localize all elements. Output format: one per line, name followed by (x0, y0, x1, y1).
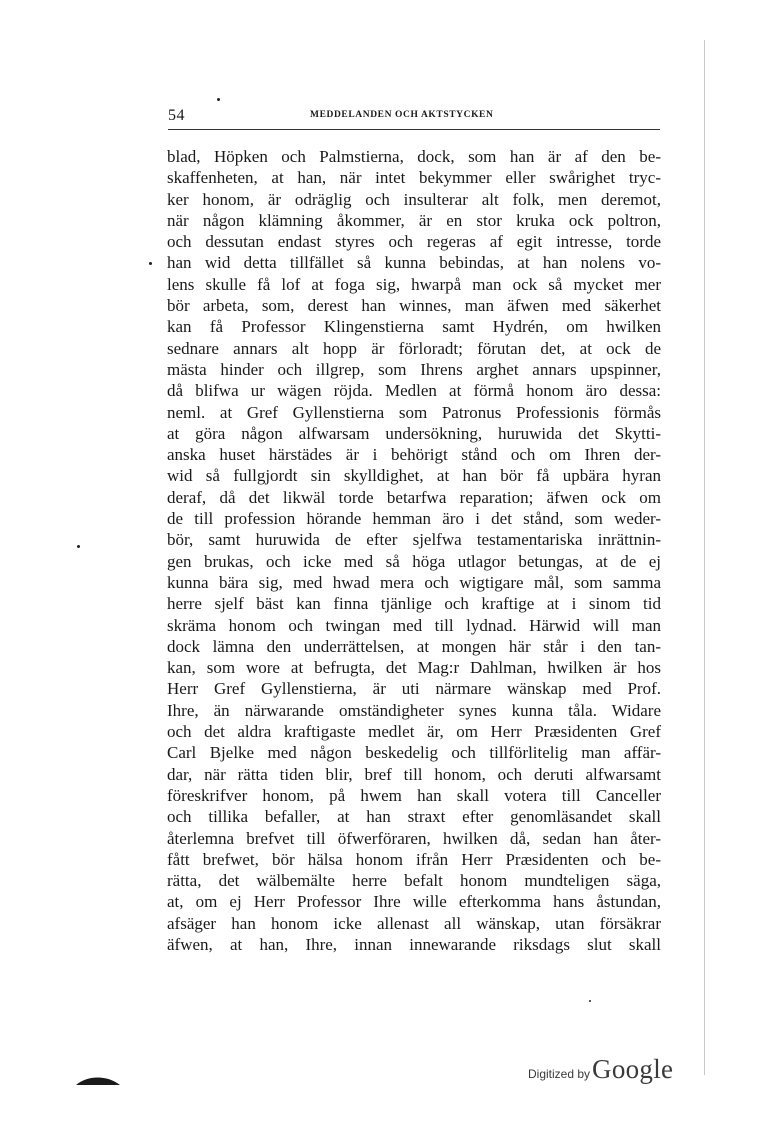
text-line: dock lämna den underrättelsen, at mongen här står i den tan- (167, 636, 661, 656)
text-line: rätta, det wälbemälte herre befalt honom mundteligen säga, (167, 871, 661, 891)
text-line: fått brefwet, bör hälsa honom ifrån Herr Præsidenten och be- (167, 849, 661, 869)
text-line: kan få Professor Klingenstierna samt Hydrén, om hwilken (167, 317, 661, 337)
body-text (167, 146, 661, 955)
text-line: deraf, då det likwäl torde betarfwa reparation; äfwen ock om (167, 487, 661, 507)
text-line: sednare annars alt hopp är förloradt; förutan det, at ock de (167, 338, 661, 358)
text-line: Carl Bjelke med någon beskedelig och tillförlitelig man affär- (167, 743, 661, 763)
running-head: MEDDELANDEN OCH AKTSTYCKEN (310, 110, 494, 120)
text-line: och dessutan endast styres och regeras af egit intresse, torde (167, 232, 661, 252)
speck-mark (77, 545, 80, 548)
text-line: han wid detta tillfället så kunna bebindas, at han nolens vo- (167, 253, 661, 273)
text-line: kunna bära sig, med hwad mera och wigtigare mål, som samma (167, 572, 661, 592)
text-line: herre sjelf bäst kan finna tjänlige och kraftige at i sinom tid (167, 594, 661, 614)
text-line: återlemna brefvet till öfwerföraren, hwilken då, sedan han åter- (167, 828, 661, 848)
text-line: ker honom, är odräglig och insulterar alt folk, men deremot, (167, 189, 661, 209)
text-line: blad, Höpken och Palmstierna, dock, som han är af den be- (167, 147, 661, 166)
text-line: äfwen, at han, Ihre, innan innewarande riksdags slut skall (167, 934, 661, 954)
speck-mark (589, 1000, 591, 1002)
text-line: skräma honom och twingan med till lydnad. Härwid will man (167, 615, 661, 635)
text-line: neml. at Gref Gyllenstierna som Patronus Professionis förmås (167, 402, 661, 422)
text-line: at göra någon alfwarsam undersökning, huruwida det Skytti- (167, 423, 661, 443)
text-line: Herr Gref Gyllenstierna, är uti närmare wänskap med Prof. (167, 679, 661, 699)
page-edge-line (704, 40, 705, 1075)
digitized-by-google (528, 1054, 673, 1090)
text-line: bör, samt huruwida de efter sjelfwa testamentariska inrättnin- (167, 530, 661, 550)
text-line: mästa hinder och illgrep, som Ihrens arghet annars upspinner, (167, 359, 661, 379)
speck-mark (217, 98, 220, 101)
text-line: de till profession hörande hemman äro i det stånd, som weder- (167, 509, 661, 529)
text-line: och det aldra kraftigaste medlet är, om Herr Præsidenten Gref (167, 722, 661, 742)
text-line: gen brukas, och icke med så höga utlagor betungas, at de ej (167, 551, 661, 571)
text-line: då blifwa ur wägen röjda. Medlen at förmå honom äro dessa: (167, 381, 661, 401)
text-line: dar, när rätta tiden blir, bref till honom, och deruti alfwarsamt (167, 764, 661, 784)
text-line: at, om ej Herr Professor Ihre wille efterkomma hans åstundan, (167, 892, 661, 912)
text-line: kan, som wore at befrugta, det Mag:r Dahlman, hwilken är hos (167, 658, 661, 678)
text-line: afsäger han honom icke allenast all wänskap, utan försäkrar (167, 913, 661, 933)
library-stamp-icon (76, 1074, 120, 1086)
google-logo: Google (592, 1054, 674, 1084)
text-line: lens skulle få lof at foga sig, hwarpå man ock så mycket mer (167, 274, 661, 294)
speck-mark (149, 262, 152, 265)
text-line: skaffenheten, at han, när intet bekymmer eller swårighet tryc- (167, 168, 661, 188)
page-number: 54 (168, 107, 185, 124)
text-line: anska huset härstädes är i behörigt stånd och om Ihren der- (167, 445, 661, 465)
text-line: och tillika befaller, at han straxt efter genomläsandet skall (167, 807, 661, 827)
digitized-by-label: Digitized by (528, 1067, 591, 1081)
text-line: föreskrifver honom, på hwem han skall votera till Canceller (167, 785, 661, 805)
text-line: när någon klämning åkommer, är en stor kruka ock poltron, (167, 210, 661, 230)
text-line: bör arbeta, som, derest han winnes, man äfwen med säkerhet (167, 296, 661, 316)
text-line: wid så fullgjordt sin skylldighet, at han bör få upbära hyran (167, 466, 661, 486)
text-line: Ihre, än närwarande omständigheter synes kunna tåla. Widare (167, 700, 661, 720)
page-header (168, 103, 660, 130)
